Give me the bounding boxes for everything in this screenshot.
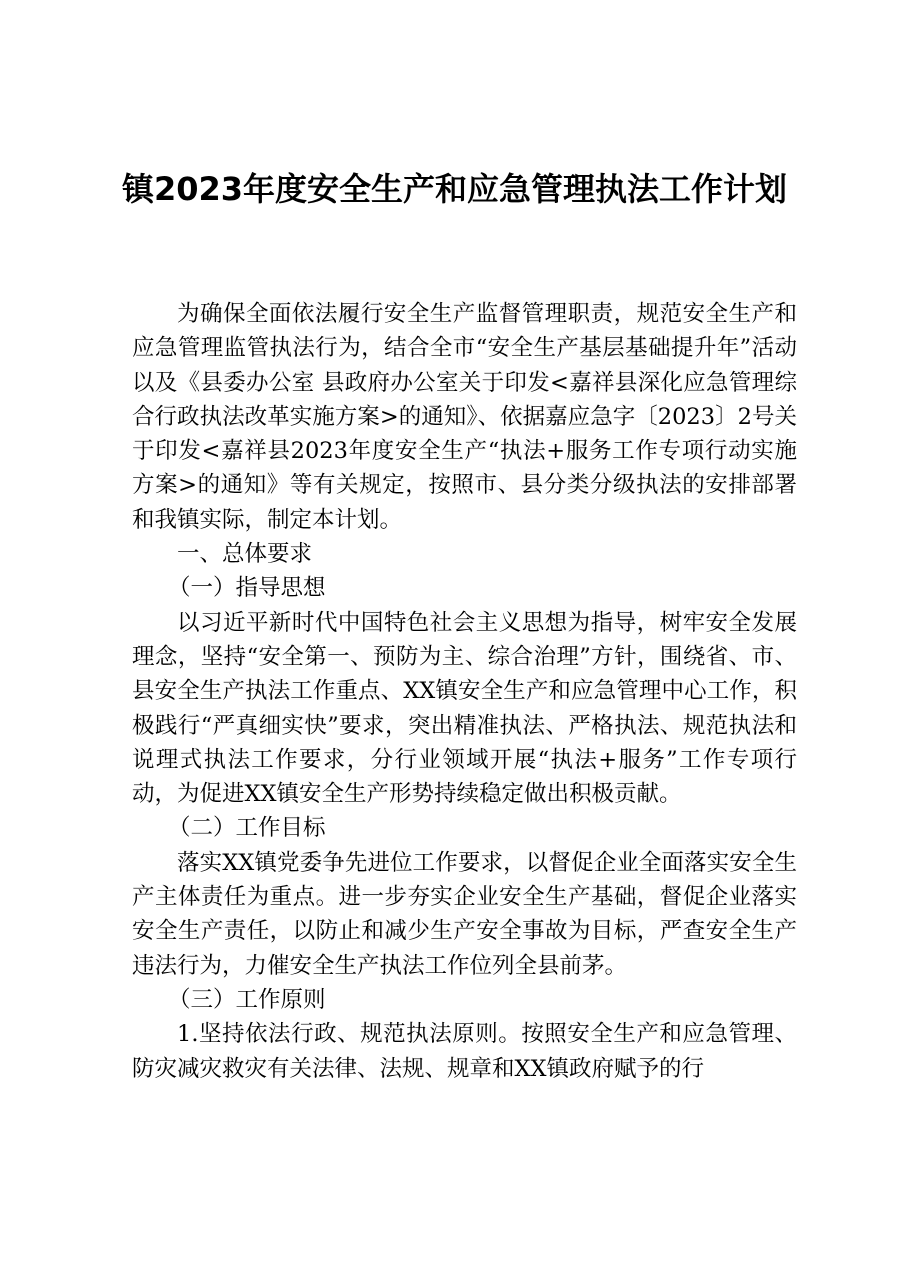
intro-paragraph: 为确保全面依法履行安全生产监督管理职责，规范安全生产和应急管理监管执法行为，结合全市“安全生产基层基础提升年”活动以及《县委办公室 县政府办公室关于印发<嘉祥县深化应急管理综合行政执法改革实施方案>的通知》、依据嘉应急字〔2023〕2号关于印发<嘉祥县2023年度安全生产“执法+服务工作专项行动实施方案>的通知》等有关规定，按照市、县分类分级执法的安排部署和我镇实际，制定本计划。 [132, 301, 797, 533]
subsection-heading-work-principles: （三）工作原则 [168, 986, 326, 1013]
work-principles-paragraph: 1.坚持依法行政、规范执法原则。按照安全生产和应急管理、防灾减灾救灾有关法律、法规、规章和XX镇政府赋予的行 [132, 1021, 797, 1082]
work-goals-paragraph: 落实XX镇党委争先进位工作要求，以督促企业全面落实安全生产主体责任为重点。进一步夯实企业安全生产基础，督促企业落实安全生产责任，以防止和减少生产安全事故为目标，严查安全生产违法行为，力催安全生产执法工作位列全县前茅。 [132, 849, 797, 979]
guiding-ideology-paragraph: 以习近平新时代中国特色社会主义思想为指导，树牢安全发展理念，坚持“安全第一、预防为主、综合治理”方针，围绕省、市、县安全生产执法工作重点、XX镇安全生产和应急管理中心工作，积极践行“严真细实快”要求，突出精准执法、严格执法、规范执法和说理式执法工作要求，分行业领域开展“执法+服务”工作专项行动，为促进XX镇安全生产形势持续稳定做出积极贡献。 [132, 609, 797, 808]
subsection-heading-work-goals: （二）工作目标 [168, 815, 326, 842]
section-heading-general-requirements: 一、总体要求 [177, 541, 313, 568]
subsection-heading-guiding-ideology: （一）指导思想 [168, 575, 326, 602]
document-title: 镇2023年度安全生产和应急管理执法工作计划 [121, 170, 788, 208]
document-body [132, 297, 797, 1086]
